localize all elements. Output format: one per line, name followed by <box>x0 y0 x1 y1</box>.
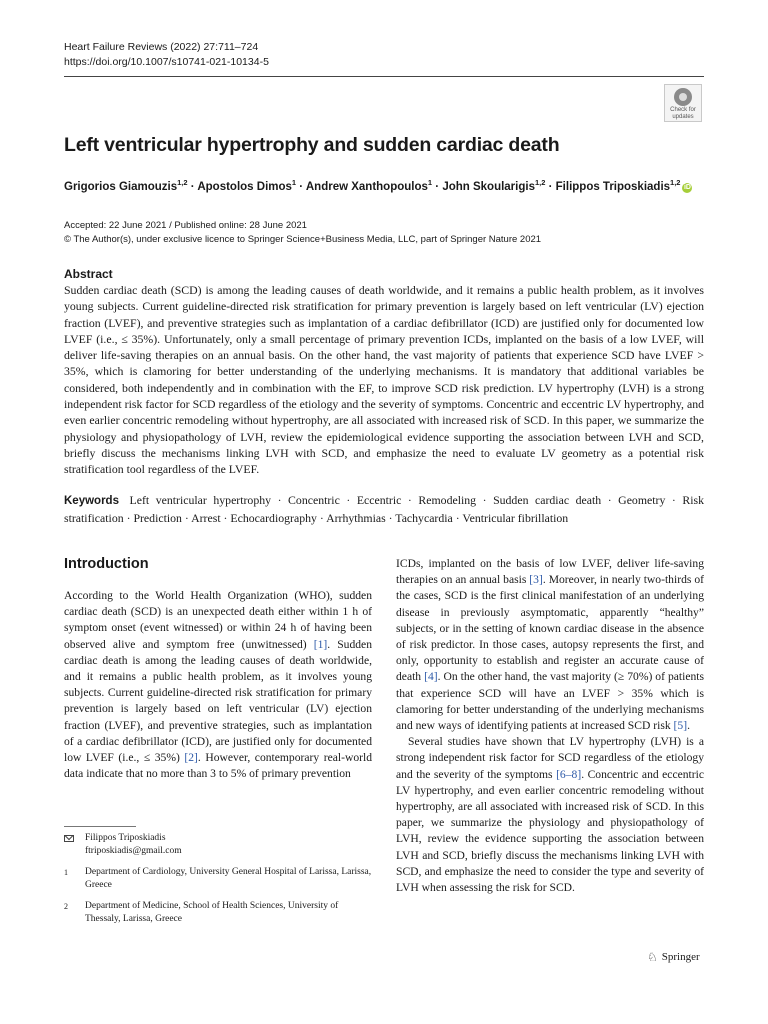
journal-citation: Heart Failure Reviews (2022) 27:711–724 <box>64 41 259 53</box>
check-for-updates-button[interactable] <box>664 84 702 122</box>
introduction-heading: Introduction <box>64 556 149 572</box>
keywords-text: Left ventricular hypertrophy · Concentric · Eccentric · Remodeling · Sudden cardiac death · Geometry · Risk stratification · Prediction · Arrest · Echocardiography · Arrhythmias · Tachycardia · Ventricular fibrillation <box>64 493 705 525</box>
check-for-updates-icon <box>674 88 692 106</box>
header-divider <box>64 76 704 77</box>
author[interactable]: Andrew Xanthopoulos$^1$ <box>305 178 433 193</box>
right-column <box>396 556 704 896</box>
abstract-heading: Abstract <box>64 267 113 281</box>
keywords-section <box>64 492 704 527</box>
affiliation-text: Department of Medicine, School of Health Sciences, University of Thessaly, Larissa, Greece <box>85 900 339 925</box>
citation-link[interactable]: [1] <box>313 637 328 651</box>
citation-link[interactable]: [5] <box>673 719 688 733</box>
springer-logo-icon: ♘ <box>647 950 658 964</box>
author[interactable]: Apostolos Dimos$^1$ <box>197 178 297 193</box>
affiliation-1 <box>64 866 372 893</box>
publisher-name: Springer <box>661 951 700 963</box>
contact-name: Filippos Triposkiadis <box>85 833 166 843</box>
publisher-logo <box>647 951 700 963</box>
citation-link[interactable]: [6–8] <box>556 767 582 781</box>
intro-paragraph-2: ICDs, implanted on the basis of low LVEF, deliver life-saving therapies on an annual basis [3]. Moreover, in nearly two-thirds of the cases, SCD is the first clinical manifestation of an underlying disease in previously asymptomatic, apparently “healthy” subjects, or in the setting of known cardiac disease in the absence of risk predictor. In those cases, autopsy represents the first, and only, opportunity to establish and register an accurate cause of death [4]. On the other hand, the vast majority (≥ 70%) of patients that experience SCD will have an LVEF > 35% which is clamoring for better understanding of the underlying mechanisms and new ways of identifying patients at increased SCD risk [5]. <box>396 557 705 733</box>
author-list: Grigorios Giamouzis$^{1,2}$ · Apostolos Dimos$^1$ · Andrew Xanthopoulos$^1$ · John Skoularigis$^{1,2}$ · Filippos Triposkiadis$^{1,2}$iD <box>64 178 691 193</box>
citation-link[interactable]: [2] <box>184 751 198 765</box>
author[interactable]: John Skoularigis$^{1,2}$ <box>442 178 546 193</box>
intro-paragraph-1: According to the World Health Organization (WHO), sudden cardiac death (SCD) is an unexpected death either within 1 h of symptom onset (event witnessed) or within 24 h of having been observed alive and symptom free (unwitnessed) [1]. Sudden cardiac death is among the leading causes of death worldwide, and it remains a public health problem, as it involves young subjects. Current guideline-directed risk stratification for primary prevention is largely based on left ventricular (LV) ejection fraction (LVEF), and preventive strategies, such as implantation of a cardiac defibrillator (ICD), are justified only for documented low LVEF (i.e., ≤ 35%) [2]. However, contemporary real-world data indicate that no more than 3 to 5% of primary prevention <box>64 589 372 781</box>
author[interactable]: Grigorios Giamouzis$^{1,2}$ <box>64 178 188 193</box>
affiliation-2 <box>64 900 372 927</box>
running-header <box>64 40 269 70</box>
badge-line-2: updates <box>672 113 694 120</box>
doi-link[interactable]: https://doi.org/10.1007/s10741-021-10134-5 <box>64 56 269 68</box>
affiliation-marker: 1 <box>64 867 68 877</box>
citation-link[interactable]: [4] <box>424 670 438 684</box>
footnote-divider <box>64 826 136 827</box>
left-column <box>64 588 372 782</box>
keywords-label: Keywords <box>64 495 119 507</box>
mail-icon <box>64 835 74 842</box>
affiliation-text: Department of Cardiology, University General Hospital of Larissa, Larissa, Greece <box>85 866 372 891</box>
citation-link[interactable]: [3] <box>529 573 543 587</box>
article-title: Left ventricular hypertrophy and sudden cardiac death <box>64 134 560 156</box>
orcid-icon[interactable]: iD <box>683 183 691 191</box>
abstract-section <box>64 266 704 478</box>
badge-line-1: Check for <box>670 107 696 113</box>
copyright-line: © The Author(s), under exclusive licence to Springer Science+Business Media, LLC, part of Springer Nature 2021 <box>64 234 542 245</box>
author[interactable]: Filippos Triposkiadis$^{1,2}$ <box>555 178 681 193</box>
abstract-text: Sudden cardiac death (SCD) is among the leading causes of death worldwide, and it remains a public health problem, as it involves young subjects. Current guideline-directed risk stratification for primary prevention is largely based on left ventricular (LV) ejection fraction (LVEF), and preventive strategies such as implantation of a cardiac defibrillator (ICD) are justified only for documented low LVEF (i.e., ≤ 35%). Unfortunately, only a small percentage of primary prevention ICDs, implanted on the basis of a low LVEF, will deliver life-saving therapies on an annual basis. On the other hand, the vast majority of patients that experience SCD have LVEF > 35%, which is clamoring for better understanding of the underlying mechanisms. It is mandatory that additional variables be considered, both independently and in combination with the EF, to improve SCD risk prediction. LV hypertrophy (LVH) is a strong independent risk factor for SCD regardless of the etiology and the severity of symptoms. Concentric and eccentric LV hypertrophy, and even earlier concentric remodeling without hypertrophy, are all associated with increased risk of SCD. In this paper, we summarize the physiology and physiopathology of LVH, review the epidemiological evidence supporting the association between LVH and SCD, briefly discuss the mechanisms linking LVH with SCD, and emphasize the need to evaluate LV geometry as a potential risk stratification tool regardless of the LVEF. <box>64 283 704 477</box>
accepted-published: Accepted: 22 June 2021 / Published online: 28 June 2021 <box>64 220 307 231</box>
intro-paragraph-3: Several studies have shown that LV hypertrophy (LVH) is a strong independent risk factor for SCD regardless of the etiology and the severity of the symptoms [6–8]. Concentric and eccentric LV hypertrophy, and even earlier concentric remodeling without hypertrophy, are all associated with increased risk of SCD. In this paper, we summarize the physiology and physiopathology of LVH, review the evidence supporting the association between LVH and SCD, briefly discuss the mechanisms linking LVH with SCD, and emphasize the need to consider the type and severity of LVH when assessing the risk for SCD. <box>396 735 704 895</box>
corresponding-author <box>64 832 372 859</box>
contact-email[interactable]: ftriposkiadis@gmail.com <box>85 846 182 857</box>
footnotes <box>64 832 372 933</box>
affiliation-marker: 2 <box>64 901 68 911</box>
publication-dates <box>64 219 541 247</box>
